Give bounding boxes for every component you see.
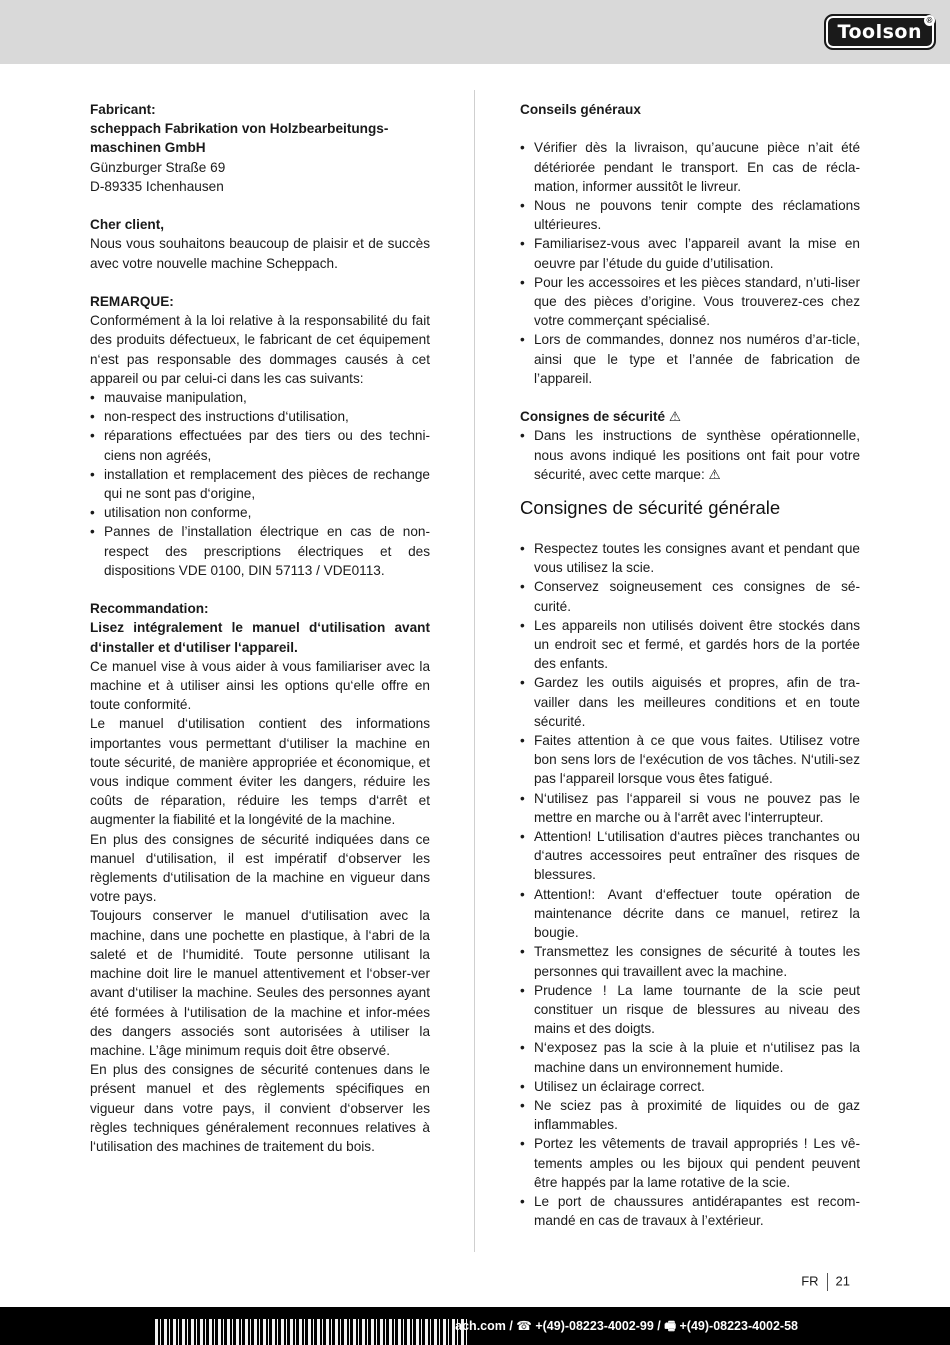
manufacturer-city: D-89335 Ichenhausen xyxy=(90,178,224,194)
separator xyxy=(827,1273,828,1291)
paragraph: Ce manuel vise à vous aider à vous familiariser avec la machine et à utiliser ainsi les options qu‘elle offre en toute conformité. xyxy=(90,658,430,713)
language-code: FR xyxy=(801,1273,819,1289)
general-advice-list xyxy=(520,138,860,388)
column-divider xyxy=(474,90,475,1252)
list-item: • installation et remplacement des pièces de rechange qui ne sont pas d‘origine, xyxy=(90,465,430,503)
list-item: • Les appareils non utilisés doivent être stockés dans un endroit sec et fermé, et gardés hors de la portée des enfants. xyxy=(520,616,860,674)
remark-text: Conformément à la loi relative à la responsabilité du fait des produits défectueux, le fabricant de cet équipement n‘est pas responsable des dommages causés à cet appareil ou par celui-ci dans les cas suivants: xyxy=(90,313,430,386)
page-number-box xyxy=(801,1273,850,1291)
list-item: • utilisation non conforme, xyxy=(90,503,430,522)
list-item: • Faites attention à ce que vous faites. Utilisez votre bon sens lors de l‘exécution de vos tâches. N‘utili-sez pas l‘appareil lorsque vous êtes fatigué. xyxy=(520,731,860,789)
manufacturer-label: Fabricant: xyxy=(90,102,156,117)
list-item: • non-respect des instructions d‘utilisation, xyxy=(90,407,430,426)
toolson-logo xyxy=(824,14,936,50)
list-item: • Ne sciez pas à proximité de liquides ou de gaz inflammables. xyxy=(520,1096,860,1134)
remark-title: REMARQUE: xyxy=(90,294,174,309)
safety-item-text: Dans les instructions de synthèse opérationnelle, nous avons indiqué les positions ont fait pour votre sécurité, avec cette marque: xyxy=(534,428,860,482)
list-item: • N‘exposez pas la scie à la pluie et n‘utilisez pas la machine dans un environnement humide. xyxy=(520,1038,860,1076)
list-item: • Transmettez les consignes de sécurité à toutes les personnes qui travaillent avec la machine. xyxy=(520,942,860,980)
greeting-title: Cher client, xyxy=(90,217,165,233)
list-item: • Portez les vêtements de travail appropriés ! Les vê-tements amples ou les bijoux qui pendent peuvent être happés par la lame rotative de la scie. xyxy=(520,1134,860,1192)
list-item: • Nous ne pouvons tenir compte des réclamations ultérieures. xyxy=(520,196,860,234)
list-item: • Gardez les outils aiguisés et propres, afin de tra-vailler dans les meilleures conditions et en toute sécurité. xyxy=(520,673,860,731)
right-column xyxy=(520,100,860,1230)
safety-title: Consignes de sécurité xyxy=(520,409,666,425)
list-item: • mauvaise manipulation, xyxy=(90,388,430,407)
list-item: • Utilisez un éclairage correct. xyxy=(520,1077,860,1096)
recommendation-title: Recommandation: xyxy=(90,601,209,617)
page-header xyxy=(0,0,950,64)
list-item: • Pannes de l’installation électrique en cas de non-respect des prescriptions électriques et des dispositions VDE 0100, DIN 57113 / VDE0113. xyxy=(90,522,430,580)
paragraph: En plus des consignes de sécurité indiquées dans ce manuel d‘utilisation, il est impératif d‘observer les règlements d‘utilisation de la machine en vigueur dans votre pays. xyxy=(90,831,430,905)
brand-name: Toolson xyxy=(837,21,922,43)
list-item: • réparations effectuées par des tiers ou des techni-ciens non agréés, xyxy=(90,426,430,464)
page-number: 21 xyxy=(835,1273,850,1289)
safety-list xyxy=(520,426,860,484)
list-item: • Attention!: Avant d‘effectuer toute opération de maintenance décrite dans ce manuel, retirez la bougie. xyxy=(520,885,860,943)
list-item: • N‘utilisez pas l‘appareil si vous ne pouvez pas le mettre en marche ou à l‘arrêt avec l‘interrupteur. xyxy=(520,789,860,827)
greeting-text: Nous vous souhaitons beaucoup de plaisir et de succès avec votre nouvelle machine Scheppach. xyxy=(90,236,430,271)
list-item: • Attention! L‘utilisation d‘autres pièces tranchantes ou d‘autres accessoires peut entraîner des risques de blessures. xyxy=(520,827,860,885)
list-item: • Respectez toutes les consignes avant et pendant que vous utilisez la scie. xyxy=(520,539,860,577)
general-safety-list xyxy=(520,539,860,1230)
barcode-graphic xyxy=(155,1319,470,1345)
paragraph: Le manuel d‘utilisation contient des informations importantes vous permettant d‘utiliser la machine en toute sécurité, de manière appropriée et économique, et vous indique comment éviter les dangers, réduire les coûts de réparation, réduire les temps d‘arrêt et augmenter la fiabilité et la longévité de la machine. xyxy=(90,716,430,828)
safety-title-line xyxy=(520,407,860,426)
list-item xyxy=(520,426,860,484)
footer-bar xyxy=(0,1307,950,1345)
list-item: • Prudence ! La lame tournante de la scie peut constituer un risque de blessures au niveau des mains et des doigts. xyxy=(520,981,860,1039)
contact-info: ach.com / ☎ +(49)-08223-4002-99 / 🖷 +(49)-08223-4002-58 xyxy=(455,1319,798,1333)
remark-list xyxy=(90,388,430,580)
list-item: • Lors de commandes, donnez nos numéros d’ar-ticle, ainsi que le type et l’année de fabrication de l’appareil. xyxy=(520,330,860,388)
manufacturer-street: Günzburger Straße 69 xyxy=(90,159,226,175)
list-item: • Vérifier dès la livraison, qu’aucune pièce n’ait été détériorée pendant le transport. En cas de récla-mation, informer aussitôt le livreur. xyxy=(520,138,860,196)
list-item: • Familiarisez-vous avec l’appareil avant la mise en oeuvre par l’étude du guide d’utilisation. xyxy=(520,234,860,272)
manufacturer-name: scheppach Fabrikation von Holzbearbeitungs-maschinen GmbH xyxy=(90,121,389,156)
registered-mark: ® xyxy=(924,15,935,26)
paragraph: En plus des consignes de sécurité contenues dans le présent manuel et des règlements spécifiques en vigueur dans votre pays, il convient d‘observer les règles techniques généralement reconnues relatives à l‘utilisation des machines de traitement du bois. xyxy=(90,1062,430,1154)
list-item: • Conservez soigneusement ces consignes de sé-curité. xyxy=(520,577,860,615)
general-safety-heading: Consignes de sécurité générale xyxy=(520,497,781,519)
warning-icon: ⚠ xyxy=(668,409,682,425)
left-column xyxy=(90,100,430,1156)
general-advice-title: Conseils généraux xyxy=(520,102,641,117)
warning-icon: ⚠ xyxy=(708,466,721,482)
recommendation-bold: Lisez intégralement le manuel d‘utilisation avant d‘installer et d‘utiliser l‘appareil. xyxy=(90,620,430,655)
list-item: • Pour les accessoires et les pièces standard, n’uti-liser que des pièces d’origine. Vous trouverez-ces chez votre commerçant spécialisé. xyxy=(520,273,860,331)
paragraph: Toujours conserver le manuel d‘utilisation avec la machine, dans une pochette en plastique, à l‘abri de la saleté et de l‘humidité. Toute personne utilisant la machine doit lire le manuel attentivement et l‘obser-ver avant d‘utiliser la machine. Seules des personnes ayant été formées à l‘utilisation de la machine et infor-mées des dangers associés sont autorisées à utiliser la machine. L’âge minimum requis doit être observé. xyxy=(90,908,430,1058)
list-item: • Le port de chaussures antidérapantes est recom-mandé en cas de travaux à l’extérieur. xyxy=(520,1192,860,1230)
